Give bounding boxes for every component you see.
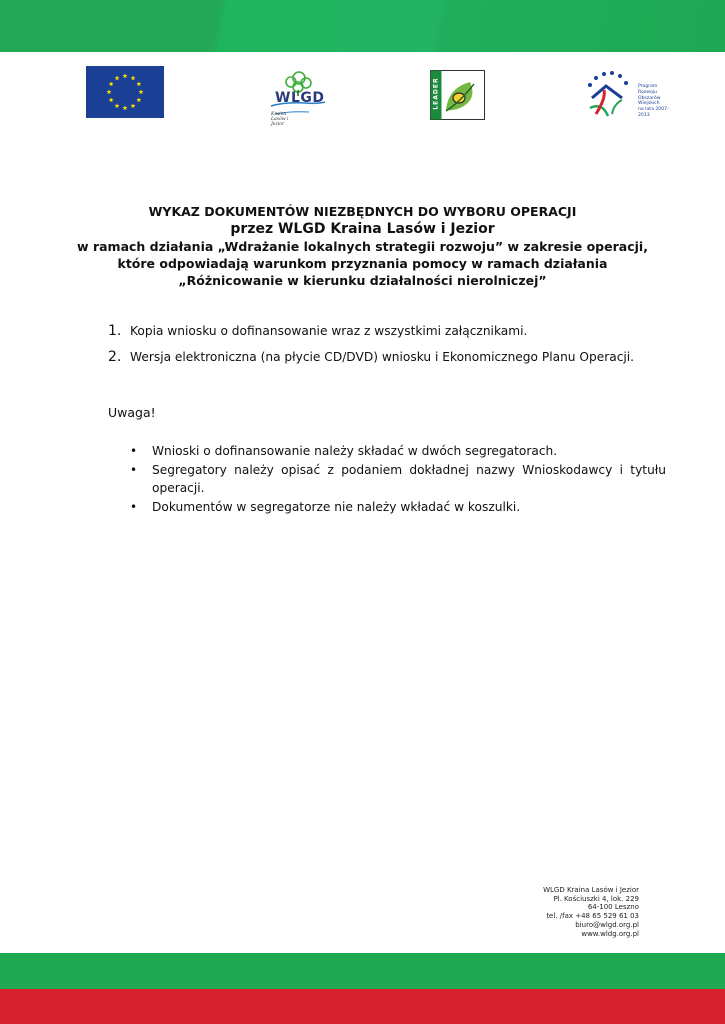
title-line-5: „Różnicowanie w kierunku działalności nierolniczej”: [178, 273, 547, 288]
required-documents-list: [108, 318, 648, 370]
footer-phone: tel. /fax +48 65 529 61 03: [546, 912, 639, 921]
top-green-band: [0, 0, 725, 52]
list-item: [130, 461, 666, 497]
note-label: Uwaga!: [108, 405, 156, 420]
prow-line-1: Program: [638, 84, 658, 89]
eu-star-icon: [123, 73, 128, 78]
prow-line-5: na lata 2007-2013: [638, 107, 669, 118]
footer-address: [480, 886, 639, 938]
prow-house-stars-icon: [582, 68, 634, 120]
eu-star-icon: [136, 81, 141, 86]
eu-stars-icon: [86, 66, 164, 118]
eu-star-icon: [123, 105, 128, 110]
title-line-2: przez WLGD Kraina Lasów i Jezior: [230, 221, 495, 237]
eu-star-icon: [107, 89, 112, 94]
footer-street: Pl. Kościuszki 4, lok. 229: [553, 894, 639, 903]
eu-star-icon: [131, 76, 136, 81]
leader-logo-text: LEADER: [432, 77, 440, 110]
list-item-number: 2.: [108, 349, 122, 365]
eu-star-icon: [115, 76, 120, 81]
list-item: [108, 344, 648, 370]
list-item: [108, 318, 648, 344]
list-item-text: Kopia wniosku o dofinansowanie wraz z wszystkimi załącznikami.: [130, 324, 528, 338]
eu-star-icon: [131, 103, 136, 108]
eu-star-icon: [136, 97, 141, 102]
title-line-1: WYKAZ DOKUMENTÓW NIEZBĘDNYCH DO WYBORU OPERACJI: [148, 204, 577, 219]
list-item-number: 1.: [108, 323, 122, 339]
footer-email-link[interactable]: biuro@wlgd.org.pl: [575, 920, 639, 929]
prow-line-2: Rozwoju: [638, 89, 657, 95]
prow-line-3: Obszarów: [638, 95, 661, 101]
eu-flag-logo: [86, 66, 164, 118]
title-line-3: w ramach działania „Wdrażanie lokalnych strategii rozwoju” w zakresie operacji,: [77, 239, 648, 254]
prow-logo-text: [638, 84, 677, 119]
list-item: [130, 498, 666, 516]
title-line-4: które odpowiadają warunkom przyznania pomocy w ramach działania: [117, 256, 608, 271]
bullet-icon: •: [130, 500, 138, 514]
list-item-text: Segregatory należy opisać z podaniem dokładnej nazwy Wnioskodawcy i tytułu operacji.: [152, 463, 666, 495]
bullet-icon: •: [130, 444, 138, 458]
bottom-green-band: [0, 953, 725, 989]
list-item-text: Wnioski o dofinansowanie należy składać w dwóch segregatorach.: [152, 444, 558, 458]
eu-star-icon: [139, 89, 144, 94]
list-item: [130, 442, 666, 460]
footer-city: 64-100 Leszno: [587, 903, 639, 912]
leader-logo: [430, 70, 485, 120]
eu-star-icon: [109, 97, 114, 102]
list-item-text: Dokumentów w segregatorze nie należy wkładać w koszulki.: [152, 500, 521, 514]
bottom-red-band: [0, 989, 725, 1024]
eu-star-icon: [109, 81, 114, 86]
footer-website-link[interactable]: www.wldg.org.pl: [581, 929, 639, 938]
prow-line-4: Wiejskich: [638, 101, 660, 107]
bullet-icon: •: [130, 463, 138, 477]
list-item-text: Wersja elektroniczna (na płycie CD/DVD) wniosku i Ekonomicznego Planu Operacji.: [130, 350, 635, 364]
wlgd-logo-text: WLGD: [275, 90, 325, 106]
notes-list: [130, 442, 666, 517]
document-title: [60, 203, 665, 289]
wlgd-logo-subtext: Kraina Lasów i Jezior: [271, 112, 289, 127]
wlgd-logo: [265, 66, 329, 128]
footer-org-name: WLGD Kraina Lasów i Jezior: [543, 886, 639, 894]
prow-logo: [582, 68, 677, 120]
eu-star-icon: [115, 103, 120, 108]
